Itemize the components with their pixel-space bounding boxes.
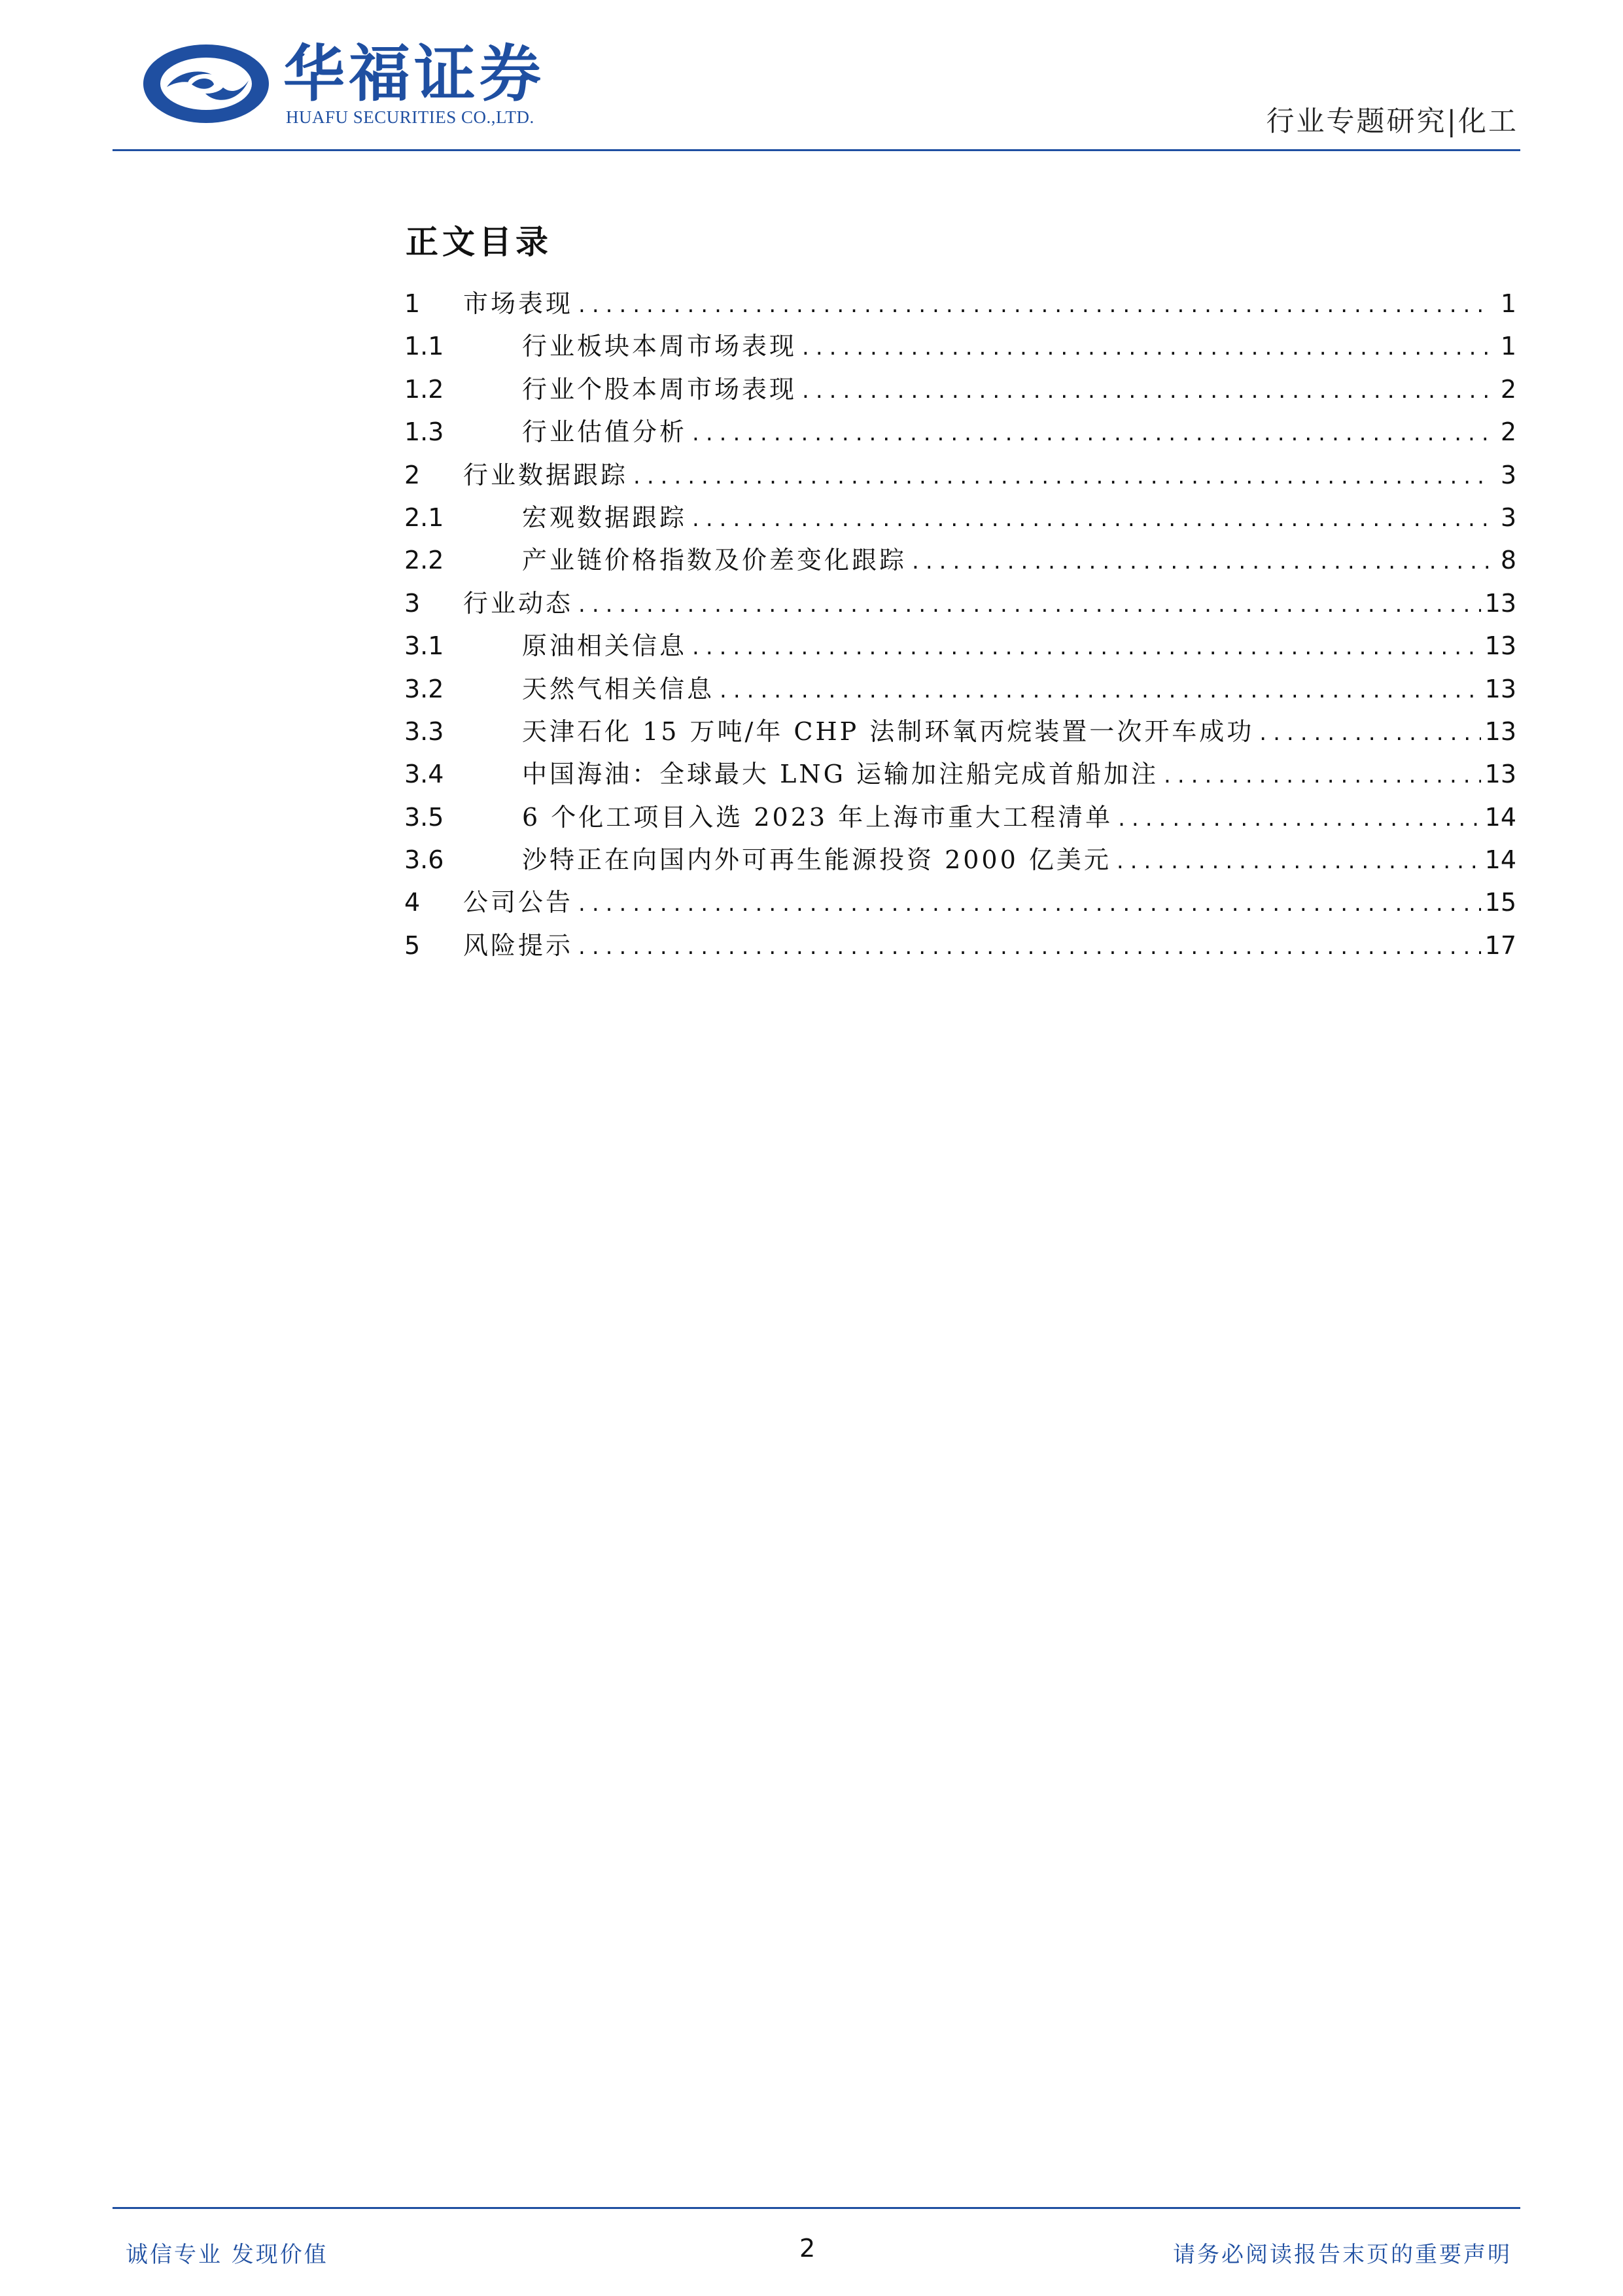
toc-dot-leader (578, 926, 1481, 968)
company-logo (141, 38, 546, 130)
toc-dot-leader (578, 284, 1489, 327)
toc-dot-leader (692, 498, 1489, 540)
footer-divider (113, 2207, 1520, 2209)
toc-entry-number: 2.1 (404, 503, 444, 532)
toc-entry-number: 2.2 (404, 546, 444, 575)
toc-entry-title: 6 个化工项目入选 2023 年上海市重大工程清单 (522, 802, 1113, 832)
header-divider (113, 149, 1520, 151)
toc-entry-title: 天津石化 15 万吨/年 CHP 法制环氧丙烷装置一次开车成功 (522, 716, 1255, 746)
footer-disclaimer-note: 请务必阅读报告末页的重要声明 (1173, 2242, 1512, 2268)
toc-entry[interactable] (404, 497, 1516, 539)
toc-dot-leader (912, 540, 1489, 583)
toc-entry-title: 原油相关信息 (522, 631, 688, 661)
huafu-logo-icon (141, 41, 271, 126)
toc-entry[interactable] (404, 925, 1516, 967)
report-category: 行业专题研究|化工 (1266, 105, 1518, 138)
toc-entry-title: 风险提示 (463, 930, 574, 960)
toc-list (404, 283, 1516, 967)
toc-entry-page: 3 (1500, 460, 1516, 489)
toc-entry-number: 4 (404, 888, 421, 917)
toc-entry[interactable] (404, 368, 1516, 411)
toc-dot-leader (802, 327, 1489, 369)
logo-english-name: HUAFU SECURITIES CO.,LTD. (286, 107, 534, 127)
toc-entry-number: 1.3 (404, 417, 444, 447)
toc-entry[interactable] (404, 839, 1516, 881)
toc-entry-title: 中国海油：全球最大 LNG 运输加注船完成首船加注 (522, 760, 1159, 789)
page-number: 2 (799, 2234, 816, 2263)
toc-entry-page: 2 (1500, 417, 1516, 447)
toc-entry-page: 3 (1500, 503, 1516, 532)
toc-dot-leader (633, 455, 1489, 498)
toc-title: 正文目录 (406, 222, 552, 261)
toc-entry-page: 8 (1500, 546, 1516, 575)
toc-entry-title: 行业板块本周市场表现 (522, 332, 797, 361)
toc-entry-number: 3.6 (404, 845, 444, 875)
toc-entry-page: 14 (1484, 802, 1516, 832)
toc-entry[interactable] (404, 711, 1516, 753)
logo-chinese-name: 华福证券 (283, 38, 546, 110)
toc-entry[interactable] (404, 753, 1516, 796)
toc-dot-leader (578, 584, 1481, 626)
toc-dot-leader (692, 412, 1489, 455)
toc-entry-title: 宏观数据跟踪 (522, 503, 688, 532)
toc-dot-leader (1259, 712, 1480, 754)
toc-entry-title: 行业估值分析 (522, 417, 688, 447)
toc-entry-number: 1 (404, 289, 421, 318)
toc-dot-leader (578, 883, 1481, 925)
toc-entry[interactable] (404, 325, 1516, 368)
toc-entry[interactable] (404, 881, 1516, 924)
toc-entry-page: 13 (1484, 588, 1516, 618)
toc-entry[interactable] (404, 539, 1516, 582)
toc-entry-page: 13 (1484, 716, 1516, 746)
toc-entry-title: 产业链价格指数及价差变化跟踪 (522, 546, 907, 575)
toc-entry-page: 14 (1484, 845, 1516, 875)
toc-entry-title: 行业动态 (463, 588, 574, 618)
toc-entry-number: 3.2 (404, 674, 444, 703)
toc-dot-leader (1164, 754, 1481, 797)
toc-entry-page: 17 (1484, 930, 1516, 960)
toc-entry[interactable] (404, 454, 1516, 497)
toc-entry-page: 13 (1484, 760, 1516, 789)
toc-entry-number: 5 (404, 930, 421, 960)
toc-entry-title: 公司公告 (463, 888, 574, 917)
toc-dot-leader (802, 370, 1489, 412)
toc-entry-page: 1 (1500, 289, 1516, 318)
toc-entry-number: 1.2 (404, 374, 444, 404)
toc-entry-page: 13 (1484, 631, 1516, 661)
toc-entry[interactable] (404, 625, 1516, 667)
toc-entry-number: 3.1 (404, 631, 444, 661)
toc-entry-page: 2 (1500, 374, 1516, 404)
toc-entry-number: 3 (404, 588, 421, 618)
toc-entry-title: 沙特正在向国内外可再生能源投资 2000 亿美元 (522, 845, 1111, 875)
toc-dot-leader (720, 669, 1481, 712)
toc-entry-number: 3.5 (404, 802, 444, 832)
toc-entry-page: 1 (1500, 332, 1516, 361)
toc-entry-number: 2 (404, 460, 421, 489)
toc-entry-title: 天然气相关信息 (522, 674, 715, 703)
toc-dot-leader (692, 626, 1481, 669)
toc-entry-title: 行业数据跟踪 (463, 460, 629, 489)
toc-dot-leader (1118, 798, 1481, 840)
toc-dot-leader (1117, 840, 1481, 883)
toc-entry-number: 1.1 (404, 332, 444, 361)
toc-entry[interactable] (404, 283, 1516, 325)
toc-entry-page: 13 (1484, 674, 1516, 703)
toc-entry[interactable] (404, 796, 1516, 839)
toc-entry[interactable] (404, 411, 1516, 453)
footer-slogan: 诚信专业 发现价值 (126, 2242, 328, 2268)
toc-entry-page: 15 (1484, 888, 1516, 917)
toc-entry[interactable] (404, 668, 1516, 711)
toc-entry[interactable] (404, 582, 1516, 625)
toc-entry-title: 市场表现 (463, 289, 574, 318)
toc-entry-number: 3.4 (404, 760, 444, 789)
toc-entry-number: 3.3 (404, 716, 444, 746)
toc-entry-title: 行业个股本周市场表现 (522, 374, 797, 404)
